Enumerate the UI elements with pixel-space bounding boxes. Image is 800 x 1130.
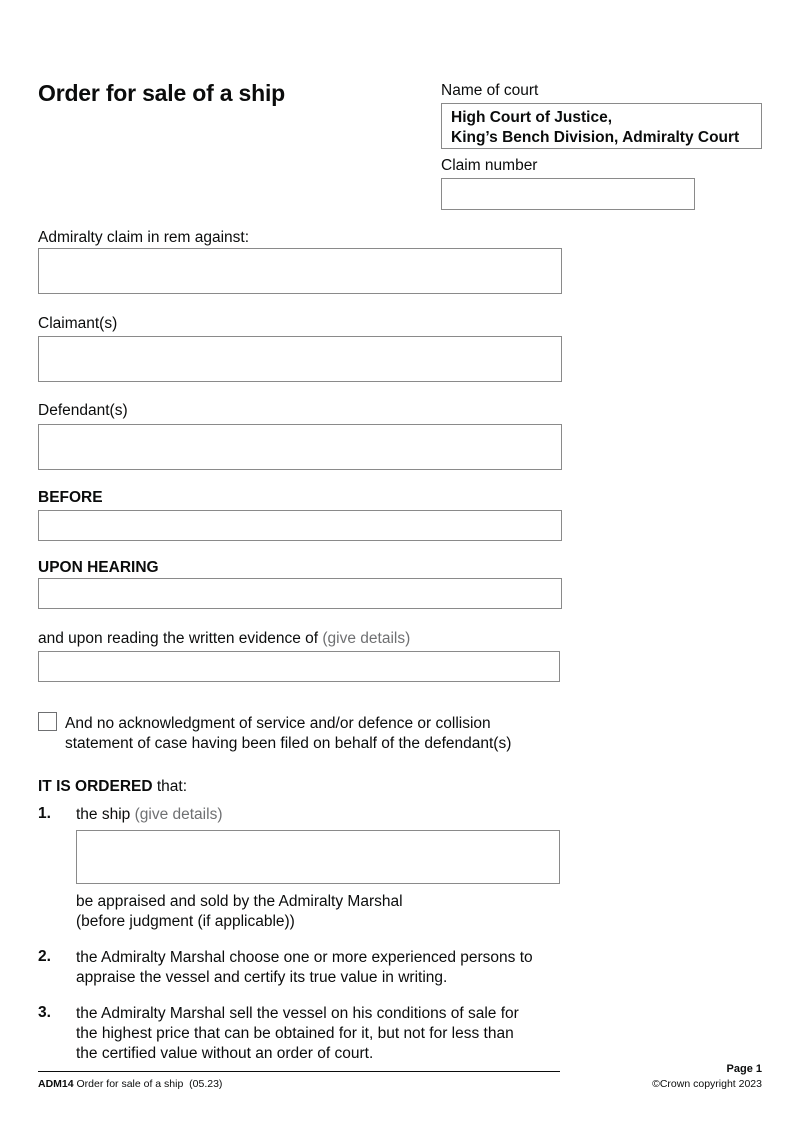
- item-1-text: the ship: [76, 806, 135, 823]
- upon-hearing-field[interactable]: [38, 578, 562, 609]
- defendants-field[interactable]: [38, 424, 562, 470]
- item-1-number: 1.: [38, 805, 51, 822]
- footer-form-info: [38, 1078, 222, 1090]
- it-is-ordered-rest: that:: [152, 778, 188, 795]
- evidence-label-hint: (give details): [322, 630, 411, 647]
- upon-hearing-label: UPON HEARING: [38, 559, 159, 576]
- before-field[interactable]: [38, 510, 562, 541]
- item-1-intro: [76, 805, 222, 825]
- item-1-hint: (give details): [134, 806, 223, 823]
- it-is-ordered-bold: IT IS ORDERED: [38, 778, 153, 795]
- item-2-line-2: appraise the vessel and certify its true value in writing.: [76, 969, 448, 986]
- item-3-line-1: the Admiralty Marshal sell the vessel on his conditions of sale for: [76, 1005, 519, 1022]
- item-2-line-1: the Admiralty Marshal choose one or more experienced persons to: [76, 949, 533, 966]
- it-is-ordered-heading: [38, 778, 187, 796]
- no-acknowledgment-text: [65, 714, 511, 754]
- footer-form-name: Order for sale of a ship (05.23): [76, 1078, 223, 1090]
- claim-number-label: Claim number: [441, 157, 538, 174]
- item-1-after-line-1: be appraised and sold by the Admiralty Marshal: [76, 893, 403, 910]
- no-acknowledgment-line-1: And no acknowledgment of service and/or defence or collision: [65, 715, 491, 732]
- evidence-label: [38, 630, 410, 648]
- court-name-field[interactable]: [441, 103, 762, 149]
- page-number: Page 1: [726, 1063, 762, 1075]
- item-2-text: [76, 948, 533, 988]
- item-3-line-3: the certified value without an order of court.: [76, 1045, 374, 1062]
- ship-details-field[interactable]: [76, 830, 560, 884]
- evidence-field[interactable]: [38, 651, 560, 682]
- claim-number-field[interactable]: [441, 178, 695, 210]
- defendants-label: Defendant(s): [38, 402, 128, 419]
- item-1-after-line-2: (before judgment (if applicable)): [76, 913, 295, 930]
- item-2-number: 2.: [38, 948, 51, 965]
- item-3-text: [76, 1004, 519, 1064]
- footer-copyright: ©Crown copyright 2023: [652, 1078, 762, 1090]
- admiralty-claim-field[interactable]: [38, 248, 562, 294]
- evidence-label-text: and upon reading the written evidence of: [38, 630, 323, 647]
- form-title: Order for sale of a ship: [38, 80, 285, 106]
- court-name-label: Name of court: [441, 82, 539, 99]
- footer-form-code: ADM14: [38, 1078, 74, 1090]
- item-1-continuation: [76, 892, 403, 932]
- claimants-field[interactable]: [38, 336, 562, 382]
- item-3-number: 3.: [38, 1004, 51, 1021]
- admiralty-claim-label: Admiralty claim in rem against:: [38, 229, 250, 246]
- footer-divider: [38, 1071, 560, 1072]
- item-3-line-2: the highest price that can be obtained for it, but not for less than: [76, 1025, 514, 1042]
- claimants-label: Claimant(s): [38, 315, 118, 332]
- court-name-line-1: High Court of Justice,: [451, 109, 613, 126]
- no-acknowledgment-line-2: statement of case having been filed on behalf of the defendant(s): [65, 735, 512, 752]
- court-name-line-2: King’s Bench Division, Admiralty Court: [451, 129, 740, 146]
- no-acknowledgment-checkbox[interactable]: [38, 712, 57, 731]
- before-label: BEFORE: [38, 489, 103, 506]
